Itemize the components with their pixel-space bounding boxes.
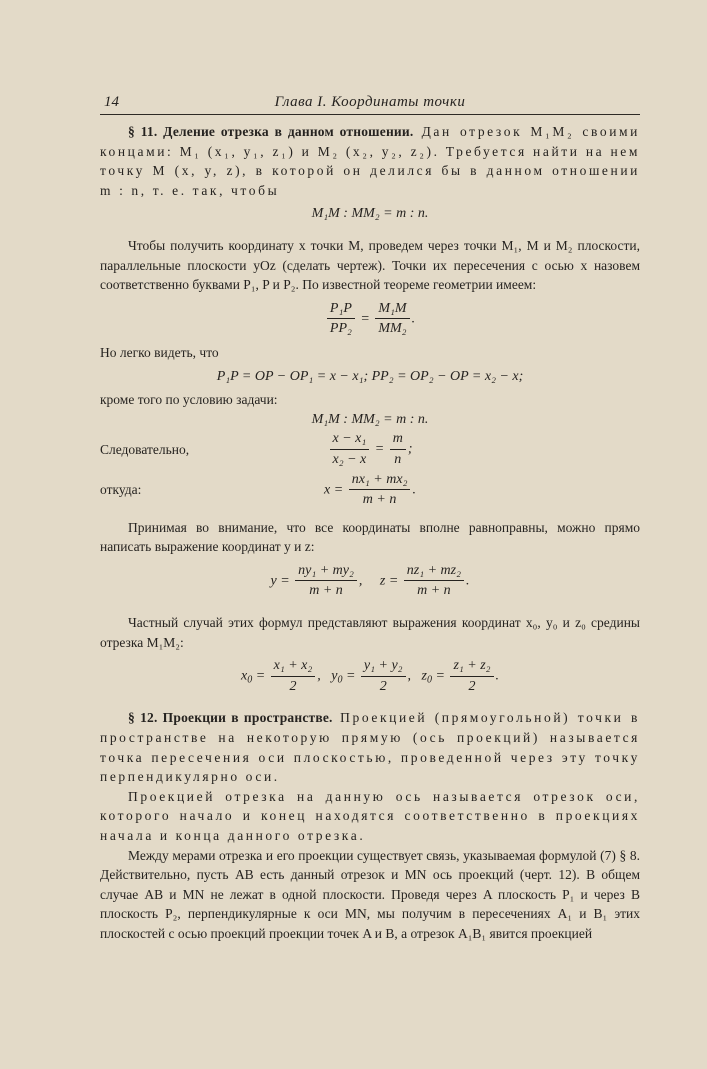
section-11-intro: § 11. Деление отрезка в данном отношении. Дан отрезок M₁M₂ своими концами: M₁ (x₁, y₁, z₁) и M₂ (x₂, y₂, z₂). Требуется найти на нем точку M (x, y, z), в которой он делился бы в данном отношении m : n, т. е. так, чтобы — [100, 124, 641, 198]
paragraph: Принимая во внимание, что все координаты вполне равноправны, можно прямо написать выражение координат y и z: — [100, 519, 640, 555]
paragraph: Следовательно, — [100, 441, 190, 457]
section-11-title: § 11. Деление отрезка в данном отношении. — [128, 124, 414, 139]
formula-ratio: M₁M : MM₂ = m : n. — [311, 206, 429, 222]
formula-segments: P₁P = OP − OP₁ = x − x₁; PP₂ = OP₂ − OP = x₂ − x; — [216, 368, 524, 384]
page-body — [100, 122, 640, 944]
paragraph: Проекцией отрезка на данную ось называется отрезок оси, которого начало и конец находятся соответственно в проекциях начала и конца данного отрезка. — [100, 788, 640, 843]
paragraph: Но легко видеть, что — [100, 344, 219, 360]
paragraph: откуда: — [100, 481, 142, 497]
formula-equation: $\frac{\text{x − x₁}}{\text{x₂ − x}}$ = $\frac{m}{n}$ ; — [250, 429, 490, 469]
running-title: Глава I. Координаты точки — [274, 94, 466, 110]
paragraph: Между мерами отрезка и его проекции существует связь, указываемая формулой (7) § 8. Действительно, пусть AB есть данный отрезок и MN ось проекций (черт. 12). В общем случае AB и MN не лежат в одной плоскости. Проведя через A плоскость P₁ и через B плоскость P₂, перпендикулярные к оси MN, мы получим в пересечениях A₁ и B₁ этих плоскостей с осью проекций проекции точек A и B, а отрезок A₁B₁ явится проекцией — [100, 847, 640, 941]
page-number: 14 — [104, 94, 119, 110]
formula-midpoint: $x_0$ = $\frac{\text{x₁ + x₂}}{2}$ , $y_0$ = $\frac{\text{y₁ + y₂}}{2}$ , $z_0$ = $\frac{\text{z₁ + z₂}}{2}$ . — [240, 658, 500, 694]
paragraph: кроме того по условию задачи: — [100, 392, 278, 408]
formula-condition: M₁M : MM₂ = m : n. — [311, 411, 429, 427]
formula-row — [100, 429, 640, 469]
page-header — [100, 92, 640, 115]
paragraph: Чтобы получить координату x точки M, проведем через точки M₁, M и M₂ плоскости, параллельные плоскости yOz (сделать чертеж). Точки их пересечения с осью x назовем соответственно буквами P₁, P и P₂. По известной теореме геометрии имеем: — [100, 237, 640, 293]
section-12-intro: § 12. Проекции в пространстве. Проекцией (прямоугольной) точки в пространстве на некоторую прямую (ось проекций) называется точка пересечения оси плоскостью, проведенной через эту точку перпендикулярно оси. — [100, 710, 640, 785]
formula-proportion: $\frac{\text{P₁P}}{\text{PP₂}}$ = $\frac{\text{M₁M}}{\text{MM₂}}$ . — [100, 299, 640, 339]
formula-x: x = $\frac{\text{nx₁ + mx₂}}{m + n}$ . — [324, 471, 416, 508]
formula-row — [100, 410, 640, 430]
formula-yz: y = $\frac{\text{ny₁ + my₂}}{m + n}$ , z = $\frac{\text{nz₁ + mz₂}}{m + n}$ . — [270, 562, 470, 599]
formula-row — [100, 470, 640, 510]
paragraph: Частный случай этих формул представляют выражения координат x₀, y₀ и z₀ средины отрезка M₁M₂: — [100, 615, 640, 650]
section-12-title: § 12. Проекции в пространстве. — [128, 710, 333, 726]
